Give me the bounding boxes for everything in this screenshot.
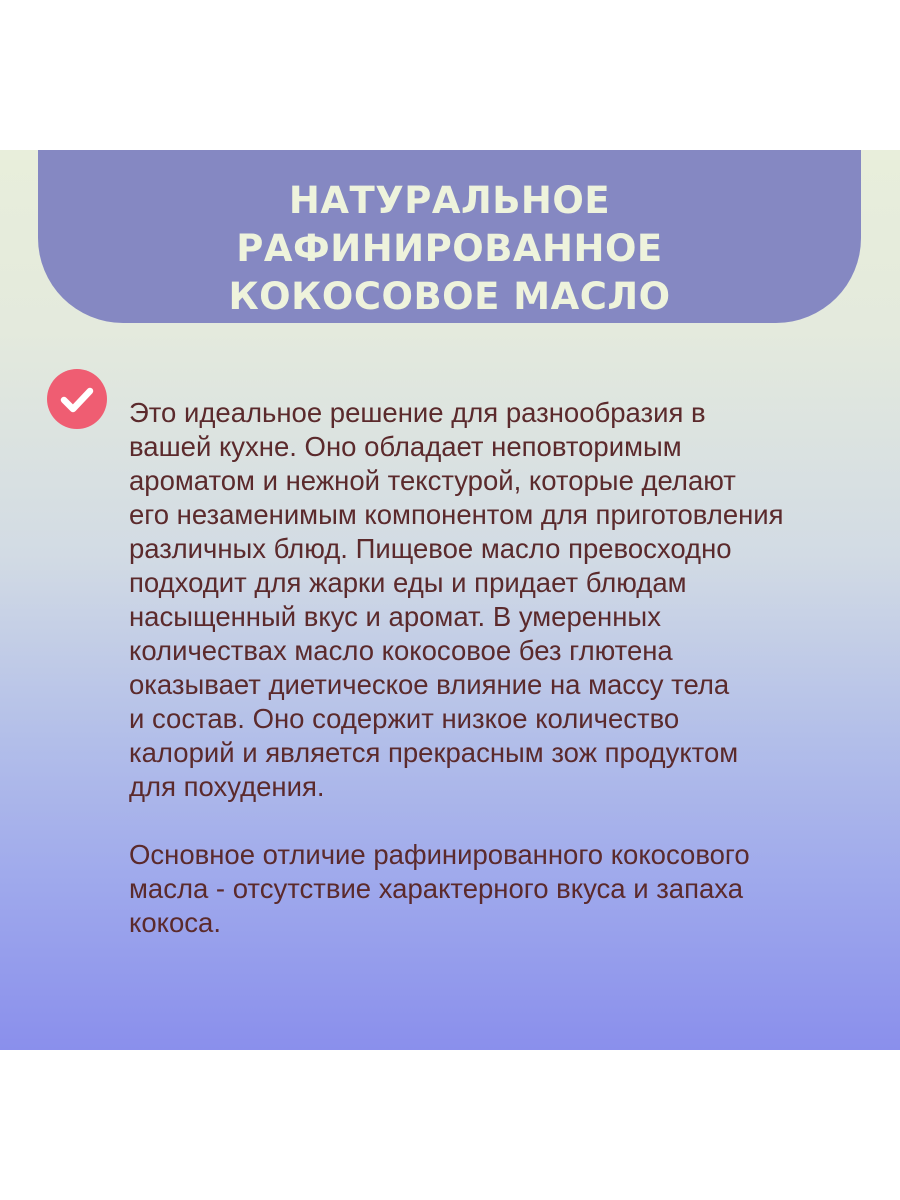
text-line: вашей кухне. Оно обладает неповторимым bbox=[129, 431, 682, 462]
title-line: НАТУРАЛЬНОЕ bbox=[288, 179, 611, 222]
text-line: его незаменимым компонентом для приготовления bbox=[129, 499, 784, 530]
description-paragraph bbox=[129, 396, 869, 804]
difference-paragraph bbox=[129, 838, 869, 940]
title-line: РАФИНИРОВАННОЕ bbox=[236, 227, 663, 270]
text-line: различных блюд. Пищевое масло превосходно bbox=[129, 533, 732, 564]
text-line: насыщенный вкус и аромат. В умеренных bbox=[129, 601, 661, 632]
text-line: ароматом и нежной текстурой, которые делают bbox=[129, 465, 736, 496]
text-line: калорий и является прекрасным зож продуктом bbox=[129, 737, 739, 768]
text-line: для похудения. bbox=[129, 771, 325, 802]
text-line: кокоса. bbox=[129, 907, 221, 938]
check-mark-svg bbox=[47, 369, 107, 429]
text-line: Это идеальное решение для разнообразия в bbox=[129, 397, 706, 428]
text-line: Основное отличие рафинированного кокосового bbox=[129, 839, 750, 870]
text-line: и состав. Оно содержит низкое количество bbox=[129, 703, 680, 734]
title-line: КОКОСОВОЕ МАСЛО bbox=[228, 275, 671, 318]
text-line: количествах масло кокосовое без глютена bbox=[129, 635, 673, 666]
description-text bbox=[129, 396, 869, 940]
check-icon bbox=[47, 369, 107, 429]
title-banner bbox=[38, 150, 861, 323]
text-line: масла - отсутствие характерного вкуса и запаха bbox=[129, 873, 744, 904]
text-line: оказывает диетическое влияние на массу тела bbox=[129, 669, 730, 700]
text-line: подходит для жарки еды и придает блюдам bbox=[129, 567, 687, 598]
content-card bbox=[0, 150, 900, 1050]
page-title bbox=[38, 177, 861, 321]
